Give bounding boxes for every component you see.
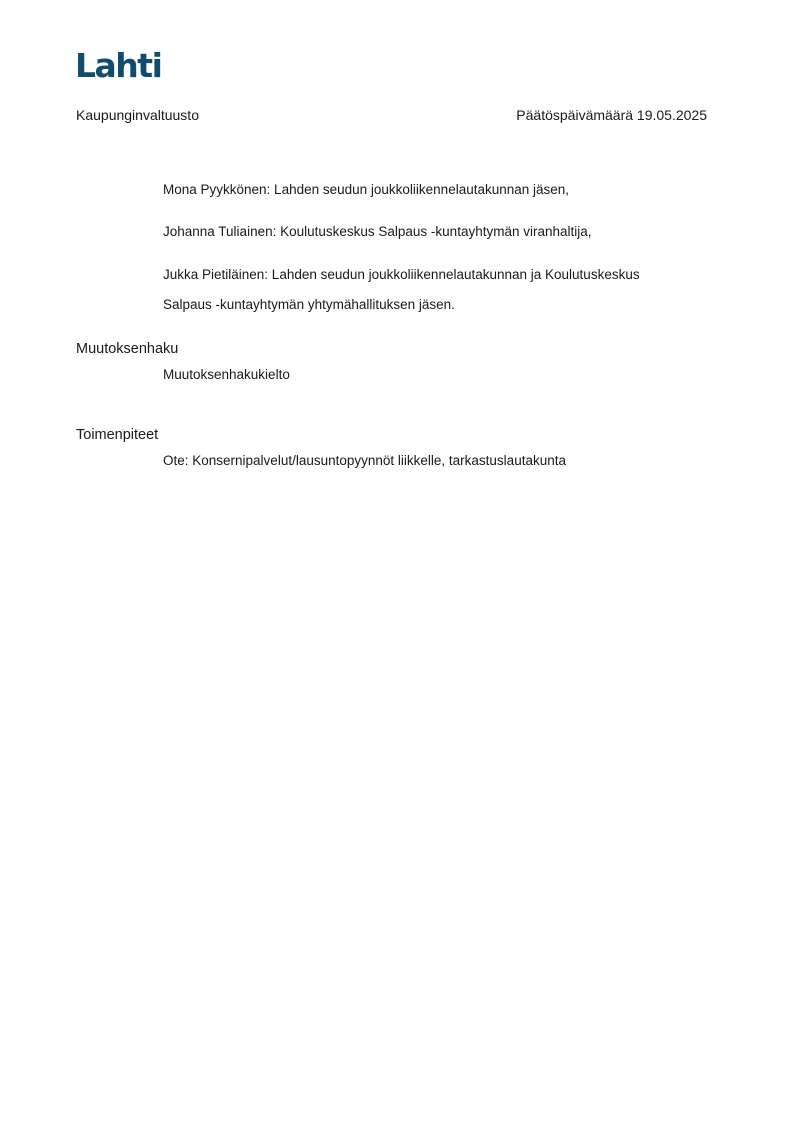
logo-text: Lahti <box>75 46 162 82</box>
member-line-1: Mona Pyykkönen: Lahden seudun joukkoliikennelautakunnan jäsen, <box>163 182 570 197</box>
lahti-logo <box>75 46 167 82</box>
actions-heading: Toimenpiteet <box>76 427 159 443</box>
organization-name: Kaupunginvaltuusto <box>76 107 199 123</box>
appeal-heading: Muutoksenhaku <box>76 341 179 357</box>
member-line-2: Johanna Tuliainen: Koulutuskeskus Salpaus -kuntayhtymän viranhaltija, <box>163 224 592 239</box>
actions-text: Ote: Konsernipalvelut/lausuntopyynnöt liikkelle, tarkastuslautakunta <box>163 453 566 468</box>
member-line-3a: Jukka Pietiläinen: Lahden seudun joukkoliikennelautakunnan ja Koulutuskeskus <box>163 267 640 282</box>
member-line-3b: Salpaus -kuntayhtymän yhtymähallituksen jäsen. <box>163 297 455 312</box>
decision-date: Päätöspäivämäärä 19.05.2025 <box>516 107 707 123</box>
appeal-text: Muutoksenhakukielto <box>163 367 290 382</box>
